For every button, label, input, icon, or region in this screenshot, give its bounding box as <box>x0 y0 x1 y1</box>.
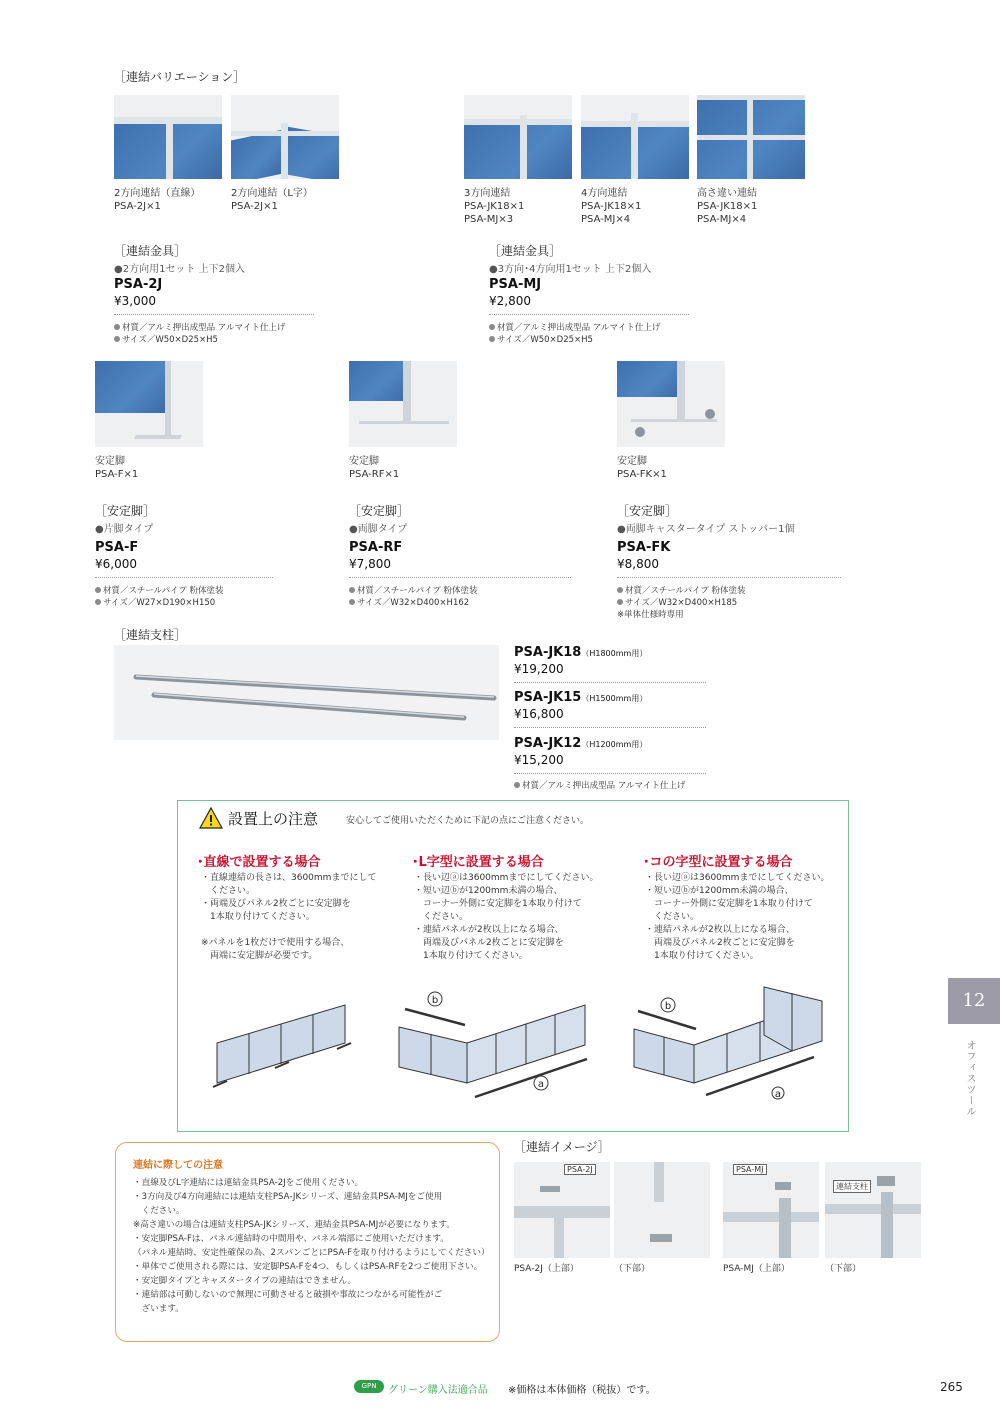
leg-heading: ［安定脚］ <box>349 504 410 518</box>
post-model: PSA-JK15（H1500mm用） <box>514 690 648 705</box>
leg-caption: 安定脚 PSA-FK×1 <box>617 456 667 480</box>
caution-heading-l: ･L字型に設置する場合 <box>412 855 544 870</box>
divider <box>349 577 571 578</box>
image-2j-top: PSA-2J <box>514 1162 610 1258</box>
leg-sub: ●片脚タイプ <box>95 524 154 535</box>
caution-intro: 安心してご使用いただくために下記の点にご注意ください。 <box>346 816 590 826</box>
leg-price: ¥6,000 <box>95 557 137 571</box>
variation-caption: 3方向連結 PSA-JK18×1 PSA-MJ×3 <box>464 188 525 225</box>
image-caption: （下部） <box>614 1264 651 1274</box>
connect-notes-heading: 連結に際しての注意 <box>133 1160 223 1171</box>
leg-model: PSA-RF <box>349 540 403 555</box>
label-b: b <box>431 995 439 1006</box>
leg-sub: ●両脚キャスタータイプ ストッパー1個 <box>617 524 795 535</box>
image-caption: PSA-MJ（上部） <box>723 1264 790 1274</box>
image-mj-bottom: 連結支柱 <box>825 1162 921 1258</box>
divider <box>489 314 689 315</box>
posts-photo <box>114 645 499 740</box>
fitting-sub: ●3方向･4方向用1セット 上下2個入 <box>489 264 652 275</box>
fitting-heading: ［連結金具］ <box>489 244 562 258</box>
leg-heading: ［安定脚］ <box>617 504 678 518</box>
leg-sub: ●両脚タイプ <box>349 524 408 535</box>
diagram-straight <box>205 995 355 1095</box>
caution-body-u: ・長い辺ⓐは3600mmまでにしてください。 ・短い辺ⓑが1200mm未満の場合、 コーナー外側に安定脚を1本取り付けて ください。 ・連結パネルが2枚以上になる場合、 両端及びパネル2枚ごとに安定脚を 1本取り付けてください。 <box>645 873 830 961</box>
variation-photo-4way <box>581 95 689 179</box>
green-label: グリーン購入法適合品 <box>388 1385 488 1396</box>
leg-spec: 材質／スチールパイプ 粉体塗装 サイズ／W27×D190×H150 <box>95 585 224 609</box>
connect-notes-body: ・直線及びL字連結には連結金具PSA-2Jをご使用ください。 ・3方向及び4方向連結には連結支柱PSA-JKシリーズ、連結金具PSA-MJをご使用 ください。 ※高さ違いの場合は連結支柱PSA-JKシリーズ、連結金具PSA-MJが必要になります。 ・安定脚PSA-Fは、パネル連結時の中間用や、パネル端部にご使用いただけます。 （パネル連結時、安定性確保の為、2スパンごとにPSA-Fを取り付けるようにしてください） ・単体でご使用される際には、安定脚PSA-Fを4つ、もしくはPSA-RFを2つご使用下さい。 ・安定脚タイプとキャスタータイプの連結はできません。 ・連結部は可動しないので無理に可動させると破損や事故につながる可能性がご ざいます。 <box>133 1178 490 1314</box>
variation-caption: 2方向連結（直線） PSA-2J×1 <box>114 188 201 212</box>
price-note: ※価格は本体価格（税抜）です。 <box>508 1385 656 1396</box>
page-number: 265 <box>940 1380 963 1394</box>
divider <box>514 727 706 728</box>
leg-heading: ［安定脚］ <box>95 504 156 518</box>
diagram-l <box>395 985 605 1100</box>
variation-caption: 4方向連結 PSA-JK18×1 PSA-MJ×4 <box>581 188 642 225</box>
leg-spec: 材質／スチールパイプ 粉体塗装 サイズ／W32×D400×H162 <box>349 585 478 609</box>
variation-photo-l <box>231 95 339 179</box>
post-spec: 材質／アルミ押出成型品 アルマイト仕上げ <box>514 780 685 792</box>
label-a: a <box>774 1089 782 1100</box>
leg-caption: 安定脚 PSA-RF×1 <box>349 456 400 480</box>
fitting-sub: ●2方向用1セット 上下2個入 <box>114 264 245 275</box>
divider <box>114 314 314 315</box>
fitting-spec: 材質／アルミ押出成型品 アルマイト仕上げ サイズ／W50×D25×H5 <box>114 322 285 346</box>
image-mj-top: PSA-MJ <box>723 1162 819 1258</box>
posts-heading: ［連結支柱］ <box>114 628 187 642</box>
image-caption: PSA-2J（上部） <box>514 1264 579 1274</box>
post-model: PSA-JK12（H1200mm用） <box>514 736 648 751</box>
fitting-model: PSA-2J <box>114 277 163 292</box>
post-price: ¥19,200 <box>514 662 564 676</box>
warning-icon <box>199 806 223 830</box>
divider <box>95 577 273 578</box>
post-price: ¥15,200 <box>514 753 564 767</box>
leg-model: PSA-F <box>95 540 139 555</box>
leg-price: ¥8,800 <box>617 557 659 571</box>
divider <box>514 773 706 774</box>
variation-photo-height <box>697 95 805 179</box>
fitting-price: ¥2,800 <box>489 294 531 308</box>
caution-body-straight: ・直線連結の長さは、3600mmまでにして ください。 ・両端及びパネル2枚ごとに安定脚を 1本取り付けてください。 ※パネルを1枚だけで使用する場合、 両端に安定脚が必要です。 <box>201 873 377 961</box>
variation-heading: ［連結バリエーション］ <box>114 70 246 84</box>
green-logo: GPN <box>354 1380 384 1393</box>
post-model: PSA-JK18（H1800mm用） <box>514 645 648 660</box>
diagram-u <box>628 985 828 1100</box>
label-a: a <box>537 1079 545 1090</box>
leg-photo-rf <box>349 361 457 447</box>
post-price: ¥16,800 <box>514 707 564 721</box>
image-2j-bottom <box>614 1162 710 1258</box>
chapter-label: オフィスツール <box>964 1040 975 1117</box>
chapter-tab: 12 <box>948 978 1000 1024</box>
caution-heading-straight: ･直線で設置する場合 <box>197 855 321 870</box>
variation-caption: 2方向連結（L字） PSA-2J×1 <box>231 188 313 212</box>
fitting-heading: ［連結金具］ <box>114 244 187 258</box>
leg-photo-f <box>95 361 203 447</box>
leg-model: PSA-FK <box>617 540 671 555</box>
variation-caption: 高さ違い連結 PSA-JK18×1 PSA-MJ×4 <box>697 188 758 225</box>
fitting-price: ¥3,000 <box>114 294 156 308</box>
fitting-spec: 材質／アルミ押出成型品 アルマイト仕上げ サイズ／W50×D25×H5 <box>489 322 660 346</box>
divider <box>617 577 841 578</box>
caution-body-l: ・長い辺ⓐは3600mmまでにしてください。 ・短い辺ⓑが1200mm未満の場合、 コーナー外側に安定脚を1本取り付けて ください。 ・連結パネルが2枚以上になる場合、 両端及びパネル2枚ごとに安定脚を 1本取り付けてください。 <box>414 873 599 961</box>
image-heading: ［連結イメージ］ <box>514 1140 610 1154</box>
fitting-model: PSA-MJ <box>489 277 542 292</box>
leg-price: ¥7,800 <box>349 557 391 571</box>
variation-photo-straight <box>114 95 222 179</box>
divider <box>514 682 706 683</box>
leg-caption: 安定脚 PSA-F×1 <box>95 456 139 480</box>
leg-spec: 材質／スチールパイプ 粉体塗装 サイズ／W32×D400×H185 ※単体仕様時専用 <box>617 586 746 620</box>
leg-photo-fk <box>617 361 725 447</box>
image-caption: （下部） <box>825 1264 862 1274</box>
caution-heading-u: ･コの字型に設置する場合 <box>643 855 793 870</box>
caution-title: 設置上の注意 <box>228 810 319 828</box>
label-b: b <box>664 1001 672 1012</box>
variation-photo-3way <box>464 95 572 179</box>
